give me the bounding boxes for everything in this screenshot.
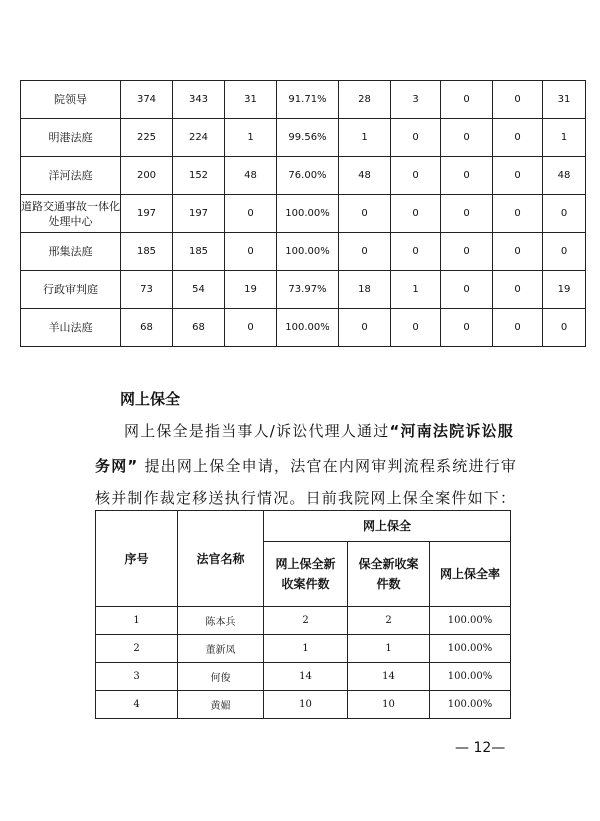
table-cell: 0 — [493, 309, 543, 347]
table-cell: 68 — [121, 309, 173, 347]
table-cell-a: 10 — [264, 691, 348, 719]
table-cell-index: 4 — [96, 691, 178, 719]
table-cell: 99.56% — [277, 119, 339, 157]
table-cell: 0 — [493, 119, 543, 157]
table-cell-b: 10 — [348, 691, 430, 719]
table-cell: 0 — [225, 309, 277, 347]
table-cell: 0 — [493, 81, 543, 119]
table-cell: 152 — [173, 157, 225, 195]
table-cell: 73 — [121, 271, 173, 309]
table-cell: 31 — [543, 81, 586, 119]
header-rate: 网上保全率 — [430, 542, 511, 607]
table-row — [21, 233, 586, 271]
table-cell: 68 — [173, 309, 225, 347]
table-cell: 185 — [173, 233, 225, 271]
table-row — [96, 663, 511, 691]
header-new-cases: 网上保全新 收案件数 — [264, 542, 348, 607]
table-row — [21, 81, 586, 119]
table-cell: 0 — [493, 195, 543, 233]
table-cell: 0 — [391, 157, 441, 195]
table-cell-judge: 何俊 — [178, 663, 264, 691]
table-cell-judge: 黄媚 — [178, 691, 264, 719]
table-cell-a: 1 — [264, 635, 348, 663]
table-cell: 0 — [391, 119, 441, 157]
table-cell-index: 3 — [96, 663, 178, 691]
table-cell-rate: 100.00% — [430, 635, 511, 663]
table-cell-index: 1 — [96, 607, 178, 635]
table-cell-b: 1 — [348, 635, 430, 663]
table-cell: 54 — [173, 271, 225, 309]
table-cell: 48 — [225, 157, 277, 195]
table-cell: 0 — [441, 157, 493, 195]
table-cell: 1 — [225, 119, 277, 157]
paragraph-line: 务网” 提出网上保全申请，法官在内网审判流程系统进行审 — [95, 457, 518, 475]
row-name: 明港法庭 — [21, 119, 121, 157]
table-cell-rate: 100.00% — [430, 607, 511, 635]
table-cell-a: 14 — [264, 663, 348, 691]
row-name: 羊山法庭 — [21, 309, 121, 347]
table-cell: 0 — [441, 309, 493, 347]
table-cell: 343 — [173, 81, 225, 119]
table-cell: 19 — [543, 271, 586, 309]
table-cell: 0 — [391, 309, 441, 347]
paragraph-line: 核并制作裁定移送执行情况。日前我院网上保全案件如下： — [95, 489, 517, 507]
header-index: 序号 — [96, 511, 178, 607]
table-cell: 374 — [121, 81, 173, 119]
row-name: 行政审判庭 — [21, 271, 121, 309]
table-cell: 0 — [493, 157, 543, 195]
header-group: 网上保全 — [264, 511, 511, 542]
online-preservation-table — [95, 510, 511, 719]
table-cell: 3 — [391, 81, 441, 119]
table-row — [21, 157, 586, 195]
table-cell: 185 — [121, 233, 173, 271]
table-cell-a: 2 — [264, 607, 348, 635]
table-cell: 0 — [391, 233, 441, 271]
table-cell-b: 14 — [348, 663, 430, 691]
table-cell: 0 — [339, 233, 391, 271]
table-cell: 18 — [339, 271, 391, 309]
table-cell: 48 — [339, 157, 391, 195]
page-number: — 12— — [455, 740, 506, 756]
table-cell: 0 — [441, 271, 493, 309]
table-row — [96, 607, 511, 635]
table-cell: 100.00% — [277, 233, 339, 271]
table-cell: 0 — [441, 81, 493, 119]
court-statistics-table — [20, 80, 586, 347]
header-new-received: 保全新收案 件数 — [348, 542, 430, 607]
table-cell-index: 2 — [96, 635, 178, 663]
table-cell: 200 — [121, 157, 173, 195]
table-cell: 0 — [441, 195, 493, 233]
table-cell: 0 — [493, 233, 543, 271]
table-row — [21, 309, 586, 347]
row-name: 院领导 — [21, 81, 121, 119]
table-cell-rate: 100.00% — [430, 691, 511, 719]
table-cell: 31 — [225, 81, 277, 119]
table-cell: 0 — [441, 233, 493, 271]
row-name: 邢集法庭 — [21, 233, 121, 271]
table-cell: 0 — [543, 195, 586, 233]
table-cell: 1 — [391, 271, 441, 309]
table-row — [96, 635, 511, 663]
table-cell: 0 — [339, 309, 391, 347]
paragraph-line: 网上保全是指当事人/诉讼代理人通过“河南法院诉讼服 — [124, 422, 514, 440]
table-cell: 1 — [543, 119, 586, 157]
row-name: 洋河法庭 — [21, 157, 121, 195]
table-row — [96, 691, 511, 719]
table-cell-rate: 100.00% — [430, 663, 511, 691]
table-cell: 224 — [173, 119, 225, 157]
table-cell: 0 — [543, 309, 586, 347]
table-cell: 197 — [121, 195, 173, 233]
table-cell: 48 — [543, 157, 586, 195]
header-judge: 法官名称 — [178, 511, 264, 607]
table-cell: 100.00% — [277, 309, 339, 347]
table-cell: 0 — [225, 233, 277, 271]
table-row — [21, 195, 586, 233]
table-cell: 0 — [493, 271, 543, 309]
table-cell-judge: 董新凤 — [178, 635, 264, 663]
table-cell: 73.97% — [277, 271, 339, 309]
table-cell: 19 — [225, 271, 277, 309]
table-cell-b: 2 — [348, 607, 430, 635]
table-cell: 1 — [339, 119, 391, 157]
table-cell: 100.00% — [277, 195, 339, 233]
table-cell-judge: 陈本兵 — [178, 607, 264, 635]
table-cell: 0 — [441, 119, 493, 157]
table-cell: 0 — [339, 195, 391, 233]
table-cell: 76.00% — [277, 157, 339, 195]
table-cell: 28 — [339, 81, 391, 119]
table-cell: 0 — [225, 195, 277, 233]
table-cell: 91.71% — [277, 81, 339, 119]
table-cell: 0 — [391, 195, 441, 233]
table-cell: 197 — [173, 195, 225, 233]
table-cell: 225 — [121, 119, 173, 157]
section-heading: 网上保全 — [120, 390, 181, 408]
table-cell: 0 — [543, 233, 586, 271]
table-row — [21, 271, 586, 309]
row-name: 道路交通事故一体化处理中心 — [21, 195, 121, 233]
table-row — [21, 119, 586, 157]
